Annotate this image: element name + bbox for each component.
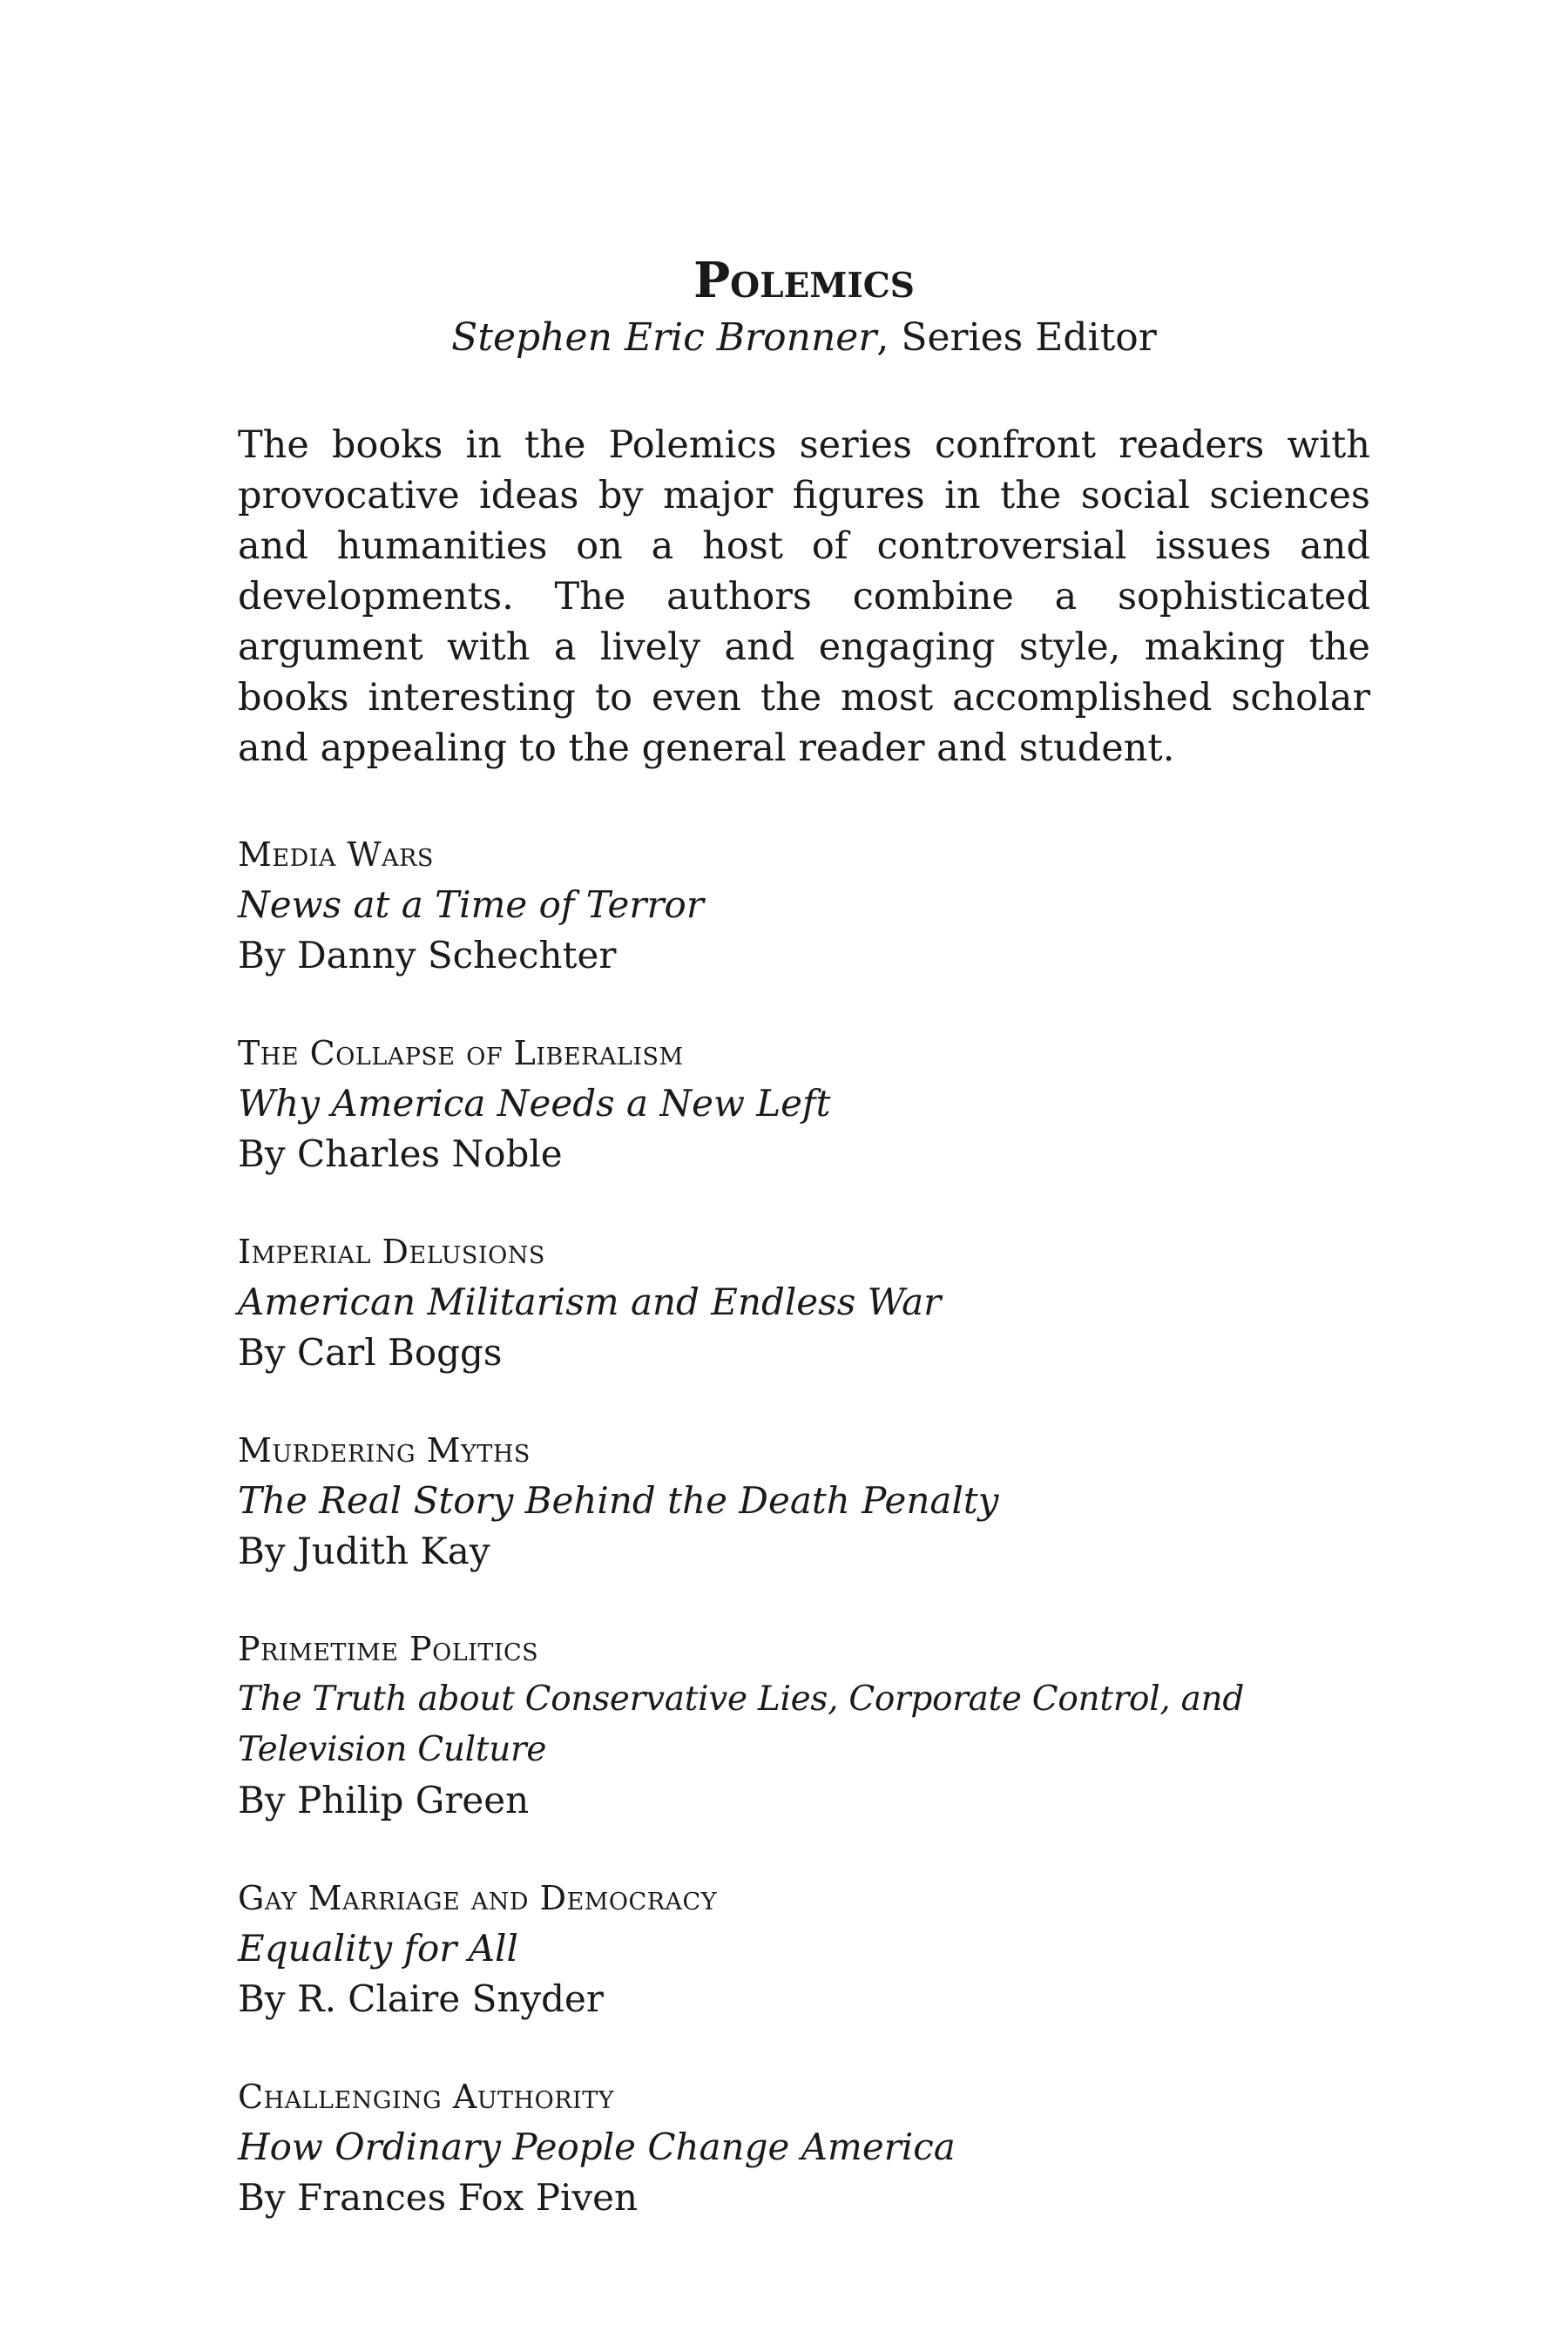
book-author: By R. Claire Snyder xyxy=(238,1977,604,2020)
book-title: Challenging Authority xyxy=(238,2078,615,2116)
book-entry xyxy=(238,1624,1370,1826)
book-author: By Frances Fox Piven xyxy=(238,2176,639,2219)
book-entry xyxy=(238,1227,1370,1378)
book-entry xyxy=(238,829,1370,981)
book-title: Primetime Politics xyxy=(238,1630,539,1668)
book-title: Imperial Delusions xyxy=(238,1233,545,1271)
book-subtitle: American Militarism and Endless War xyxy=(238,1281,942,1323)
book-entry xyxy=(238,1425,1370,1577)
book-subtitle: The Truth about Conservative Lies, Corporate Control, and Television Culture xyxy=(238,1680,1245,1769)
book-title: Media Wars xyxy=(238,835,434,874)
book-subtitle: Why America Needs a New Left xyxy=(238,1082,831,1125)
book-subtitle: How Ordinary People Change America xyxy=(238,2126,956,2168)
book-author: By Philip Green xyxy=(238,1779,530,1821)
book-entry xyxy=(238,1873,1370,2024)
series-editor-line xyxy=(238,312,1370,364)
book-subtitle: Equality for All xyxy=(238,1927,518,1970)
book-author: By Danny Schechter xyxy=(238,934,617,977)
book-author: By Judith Kay xyxy=(238,1530,490,1572)
book-title: Murdering Myths xyxy=(238,1431,531,1470)
series-description: The books in the Polemics series confront readers with provocative ideas by major figures in the social sciences and humanities on a host of controversial issues and developments. The authors combine a sophisticated argument with a lively and engaging style, making the books interesting to even the most accomplished scholar and appealing to the general reader and student. xyxy=(238,423,1370,770)
book-entry xyxy=(238,2072,1370,2223)
series-page xyxy=(238,249,1370,2270)
book-author: By Carl Boggs xyxy=(238,1331,503,1374)
book-title: Gay Marriage and Democracy xyxy=(238,1879,718,1917)
series-editor-name: Stephen Eric Bronner xyxy=(451,315,877,360)
book-author: By Charles Noble xyxy=(238,1132,563,1175)
book-subtitle: News at a Time of Terror xyxy=(238,883,704,926)
book-entry xyxy=(238,1028,1370,1179)
book-subtitle: The Real Story Behind the Death Penalty xyxy=(238,1479,999,1522)
book-title: The Collapse of Liberalism xyxy=(238,1034,684,1072)
series-editor-role: , Series Editor xyxy=(876,315,1157,360)
series-title: Polemics xyxy=(693,252,915,309)
